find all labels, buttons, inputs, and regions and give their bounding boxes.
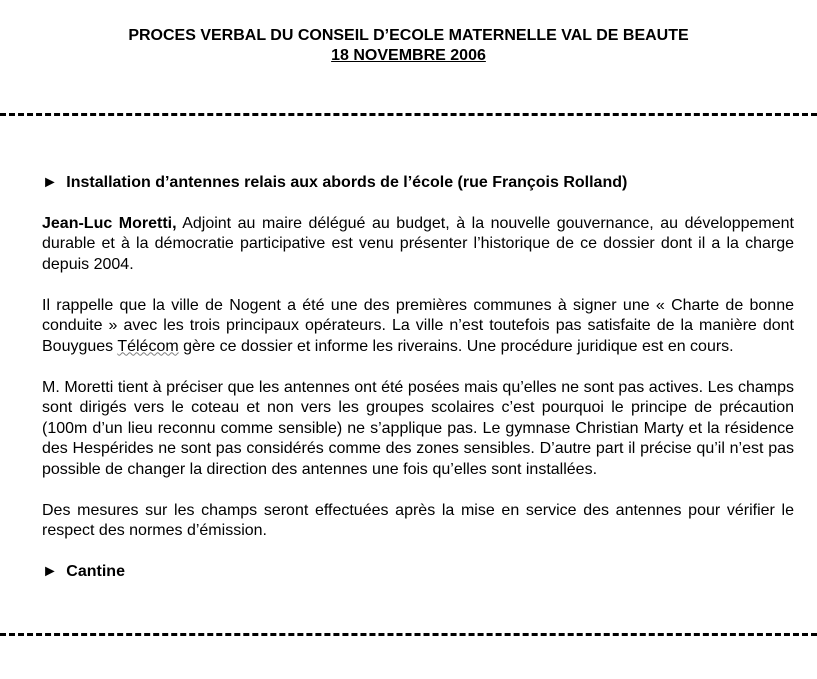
document-date: 18 NOVEMBRE 2006 bbox=[331, 47, 486, 64]
paragraph-text: gère ce dossier et informe les riverains. Une procédure juridique est en cours. bbox=[178, 337, 734, 355]
section-heading-text: Cantine bbox=[66, 563, 125, 580]
section-heading-text: Installation d’antennes relais aux abords de l’école (rue François Rolland) bbox=[66, 174, 628, 191]
paragraph-text: Il rappelle que la ville de Nogent a été une des premières communes à signer une « Charte de bonne conduite » avec les trois principaux opérateurs. La ville n’est toutefois pas satisfaite de la manière dont Bouygues bbox=[42, 296, 794, 355]
paragraph-text: Adjoint au maire délégué au budget, à la nouvelle gouvernance, au développement durable et à la démocratie participative est venu présenter l’historique de ce dossier dont il a la charge depuis 2004. bbox=[42, 214, 794, 273]
section-heading-cantine bbox=[42, 562, 794, 583]
spellcheck-marked-word: Télécom bbox=[117, 337, 179, 355]
dashed-divider-top bbox=[0, 113, 817, 116]
paragraph-intro bbox=[42, 214, 794, 276]
dashed-divider-bottom bbox=[0, 633, 817, 636]
document-title: PROCES VERBAL DU CONSEIL D’ECOLE MATERNELLE VAL DE BEAUTE bbox=[128, 27, 689, 44]
paragraph-antennes: M. Moretti tient à préciser que les antennes ont été posées mais qu’elles ne sont pas actives. Les champs sont dirigés vers le coteau et non vers les groupes scolaires c’est pourquoi le principe de précaution (100m d’un lieu reconnu comme sensible) ne s’applique pas. Le gymnase Christian Marty et la résidence des Hespérides ne sont pas considérés comme des zones sensibles. D’autre part il précise qu’il n’est pas possible de changer la direction des antennes une fois qu’elles sont installées. bbox=[42, 378, 794, 478]
pointer-arrow-icon: ► bbox=[42, 563, 58, 580]
paragraph-charte bbox=[42, 296, 794, 358]
document-header bbox=[0, 26, 817, 66]
section-heading-antennes bbox=[42, 173, 794, 194]
pointer-arrow-icon: ► bbox=[42, 174, 58, 191]
speaker-name: Jean-Luc Moretti, bbox=[42, 214, 177, 232]
document-body bbox=[42, 173, 794, 603]
paragraph-mesures: Des mesures sur les champs seront effectuées après la mise en service des antennes pour vérifier le respect des normes d’émission. bbox=[42, 501, 794, 539]
